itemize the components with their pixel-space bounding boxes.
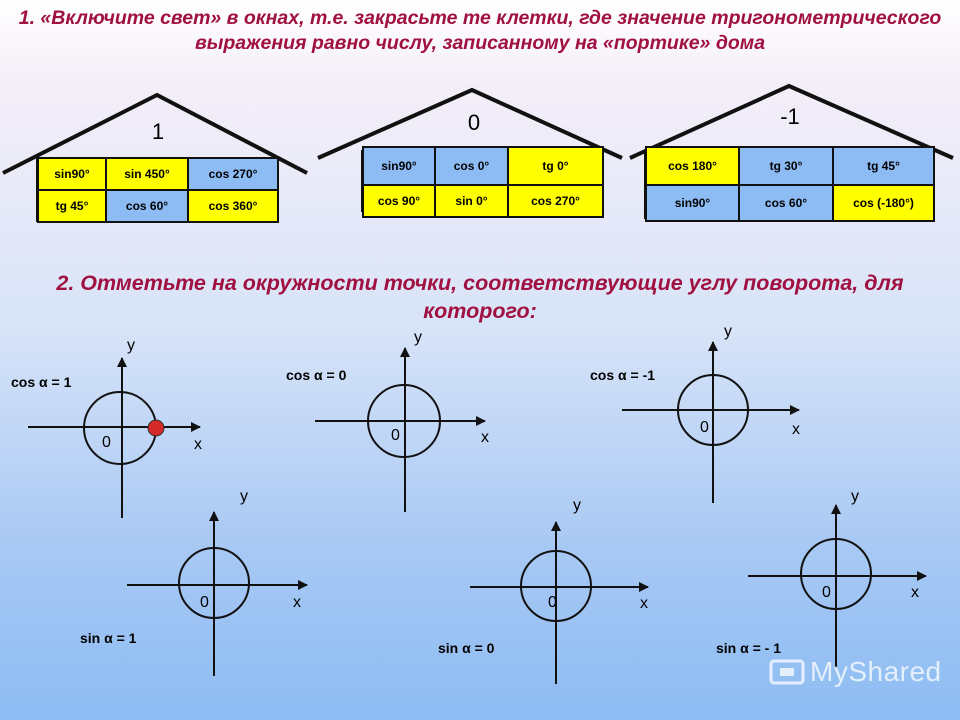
window-cell[interactable]: cos 180°: [646, 147, 739, 185]
origin-label: 0: [700, 419, 709, 436]
window-cell[interactable]: sin 0°: [435, 185, 508, 217]
x-axis-label: x: [640, 595, 648, 612]
origin-label: 0: [200, 594, 209, 611]
window-cell[interactable]: sin90°: [646, 185, 739, 221]
origin-label: 0: [548, 594, 557, 611]
x-axis-label: x: [293, 594, 301, 611]
window-cell[interactable]: cos 360°: [188, 190, 278, 222]
x-axis-label: x: [911, 584, 919, 601]
x-axis-label: x: [194, 436, 202, 453]
window-cell[interactable]: tg 45°: [38, 190, 106, 222]
house-1-windows: [37, 157, 279, 223]
origin-label: 0: [822, 584, 831, 601]
task1-instruction: 1. «Включите свет» в окнах, т.е. закрасьте те клетки, где значение тригонометрического выражения равно числу, записанному на «портике» дома: [18, 7, 942, 54]
y-axis-label: y: [240, 488, 248, 505]
task2-instruction: 2. Отметьте на окружности точки, соответствующие углу поворота, для которого:: [56, 271, 904, 323]
house-3-windows: [645, 146, 935, 222]
y-axis-label: y: [851, 488, 859, 505]
origin-label: 0: [102, 434, 111, 451]
watermark-logo-icon: [768, 655, 806, 689]
window-cell[interactable]: cos 0°: [435, 147, 508, 185]
house-2-windows: [362, 146, 604, 218]
window-cell[interactable]: cos 270°: [188, 158, 278, 190]
condition-label: cos α = 1: [11, 374, 72, 390]
window-cell[interactable]: tg 45°: [833, 147, 934, 185]
window-cell[interactable]: tg 0°: [508, 147, 603, 185]
window-cell[interactable]: sin 450°: [106, 158, 188, 190]
condition-label: sin α = 0: [438, 640, 495, 656]
condition-label: sin α = - 1: [716, 640, 782, 656]
x-axis-label: x: [481, 429, 489, 446]
y-axis-label: y: [127, 337, 135, 354]
window-cell[interactable]: cos 60°: [106, 190, 188, 222]
window-cell[interactable]: sin90°: [38, 158, 106, 190]
condition-label: cos α = 0: [286, 367, 347, 383]
marked-point: [148, 420, 164, 436]
origin-label: 0: [391, 427, 400, 444]
window-cell[interactable]: cos 270°: [508, 185, 603, 217]
window-cell[interactable]: tg 30°: [739, 147, 833, 185]
diagram-sin-1: [127, 512, 307, 676]
watermark-text: MyShared: [810, 656, 942, 687]
window-cell[interactable]: cos 90°: [363, 185, 435, 217]
x-axis-label: x: [792, 421, 800, 438]
diagram-sin-0: [470, 522, 648, 684]
y-axis-label: y: [724, 323, 732, 340]
window-cell[interactable]: cos 60°: [739, 185, 833, 221]
condition-label: sin α = 1: [80, 630, 137, 646]
house-2-number: 0: [467, 110, 481, 135]
y-axis-label: y: [414, 329, 422, 346]
y-axis-label: y: [573, 497, 581, 514]
window-cell[interactable]: cos (-180°): [833, 185, 934, 221]
condition-label: cos α = -1: [590, 367, 656, 383]
house-1-number: 1: [151, 119, 165, 144]
window-cell[interactable]: sin90°: [363, 147, 435, 185]
house-3-number: -1: [780, 104, 800, 129]
